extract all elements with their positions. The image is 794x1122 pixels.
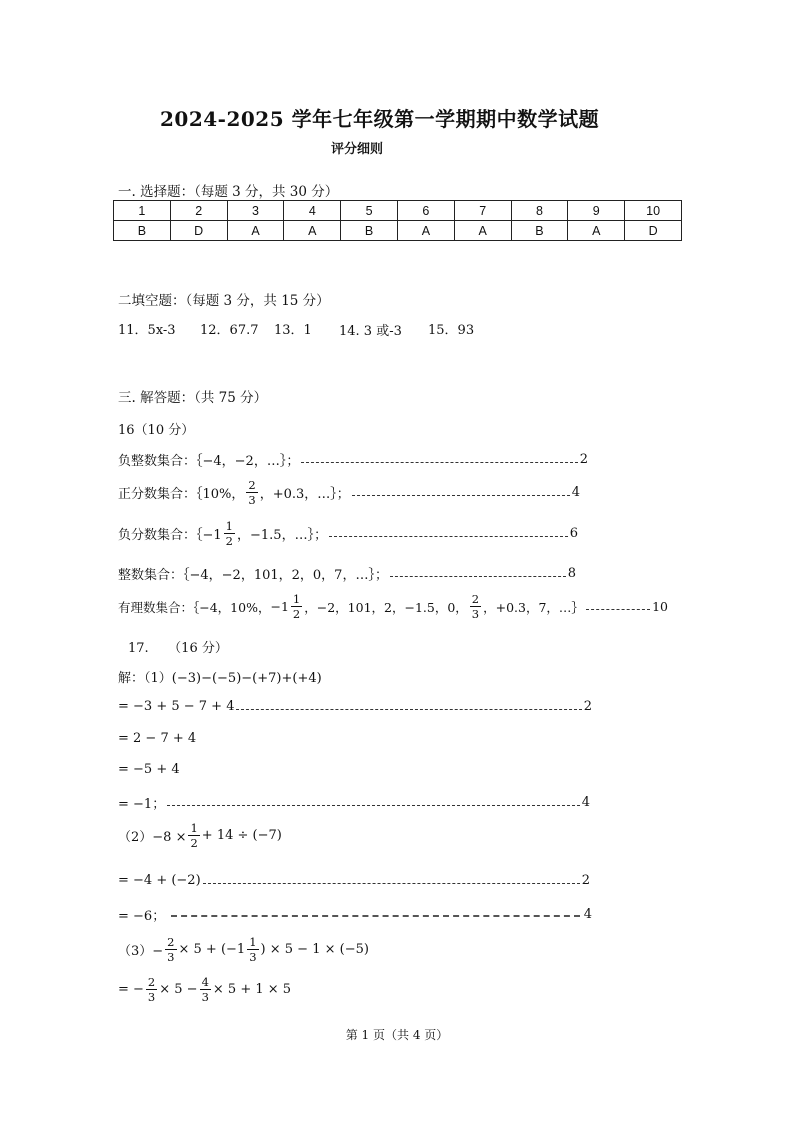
question-number-cell: 1 (114, 201, 171, 221)
q17-part1-step1 (118, 699, 592, 714)
section1-heading: 一. 选择题：（每题 3 分，共 30 分） (118, 184, 339, 200)
fraction-denominator: 3 (147, 990, 156, 1004)
fraction-numerator: 2 (167, 935, 175, 949)
fraction-denominator: 3 (167, 950, 175, 964)
math-text: × 5 + 1 × 5 (212, 982, 292, 997)
math-text: （3）− (118, 944, 164, 959)
q17-part1-intro: 解：（1）(−3)−(−5)−(+7)+(+4) (118, 671, 322, 686)
q17-part3-intro (118, 935, 369, 964)
fill-answer-14: 14. 3 或-3 (339, 324, 402, 339)
fraction (188, 821, 199, 850)
negative-fraction-set (118, 519, 578, 548)
table-row (114, 221, 682, 241)
fraction (291, 592, 302, 621)
score-value: 8 (567, 566, 576, 581)
math-text: = − (118, 982, 144, 997)
answer-cell: B (341, 221, 398, 241)
set-text: 负整数集合：｛−4，−2，…｝； (118, 454, 300, 469)
choice-answer-table (113, 200, 682, 241)
score-value: 2 (581, 873, 590, 888)
score-leader (329, 536, 568, 537)
score-value: 4 (583, 907, 592, 922)
fraction (246, 478, 257, 507)
question-number-cell: 7 (454, 201, 511, 221)
fraction-numerator: 2 (147, 975, 156, 989)
score-leader (167, 805, 580, 806)
fraction (470, 592, 481, 621)
question-number-cell: 8 (511, 201, 568, 221)
score-value: 10 (652, 599, 668, 614)
q17-part1-step4 (118, 793, 590, 812)
math-text: = −4 + (−2) (118, 873, 201, 888)
score-value: 4 (581, 795, 590, 810)
fill-answer-12: 12．67.7 (200, 323, 259, 338)
fill-answer-15: 15．93 (428, 323, 475, 338)
set-text: ，+0.3，7，…｝ (483, 599, 584, 615)
answer-cell: B (511, 221, 568, 241)
math-text: = −3 + 5 − 7 + 4 (118, 699, 235, 714)
score-leader (171, 915, 580, 917)
fraction-numerator: 1 (249, 935, 257, 949)
math-text: ) × 5 − 1 × (−5) (260, 942, 369, 957)
answer-cell: D (625, 221, 682, 241)
set-text: ，+0.3，…｝； (259, 487, 350, 502)
fraction-numerator: 2 (471, 592, 480, 606)
math-text: + 14 ÷ (−7) (201, 828, 282, 843)
fraction-numerator: 1 (292, 592, 301, 606)
fraction-denominator: 2 (292, 607, 301, 621)
question-number-cell: 9 (568, 201, 625, 221)
answer-cell: A (454, 221, 511, 241)
answer-cell: D (170, 221, 227, 241)
answer-cell: A (284, 221, 341, 241)
fraction-denominator: 3 (249, 950, 257, 964)
q17-part2-step1 (118, 873, 590, 888)
section3-heading: 三. 解答题：（共 75 分） (118, 390, 268, 406)
answer-cell: A (568, 221, 625, 241)
fraction-denominator: 2 (190, 836, 198, 850)
fraction (224, 519, 235, 548)
q17-part2-step2 (118, 905, 592, 924)
table-row (114, 201, 682, 221)
page-footer: 第 1 页（共 4 页） (345, 1028, 449, 1042)
fraction (200, 975, 211, 1004)
page-subtitle: 评分细则 (331, 142, 384, 157)
fill-answer-13: 13．1 (274, 323, 312, 338)
score-value: 2 (583, 699, 592, 714)
math-text: = −6； (118, 909, 166, 924)
fraction-numerator: 1 (190, 821, 198, 835)
score-leader (301, 462, 577, 463)
score-leader (390, 576, 566, 577)
set-text: 负分数集合：｛−1 (118, 528, 222, 543)
q17-part3-step1 (118, 975, 291, 1004)
fraction-denominator: 3 (201, 990, 209, 1004)
fraction-numerator: 2 (248, 478, 256, 492)
score-leader (236, 709, 581, 710)
q16-label: 16（10 分） (118, 423, 195, 438)
q17-part1-step2: = 2 − 7 + 4 (118, 731, 197, 746)
negative-integer-set (118, 450, 588, 469)
fraction (146, 975, 157, 1004)
question-number-cell: 3 (227, 201, 284, 221)
positive-fraction-set (118, 478, 580, 507)
fraction-numerator: 4 (201, 975, 209, 989)
q17-label: 17. （16 分） (128, 641, 228, 656)
fill-answer-11: 11．5x-3 (118, 323, 176, 338)
fraction-numerator: 1 (225, 519, 233, 533)
set-text: 有理数集合：｛−4，10%， (118, 599, 271, 615)
set-text: ，−2，101，2，−1.5，0， (304, 599, 468, 615)
rational-set (118, 592, 668, 621)
answer-cell: A (397, 221, 454, 241)
mixed-whole: −1 (270, 599, 289, 614)
fraction-denominator: 3 (471, 607, 480, 621)
fraction (165, 935, 176, 964)
score-leader (352, 495, 570, 496)
question-number-cell: 10 (625, 201, 682, 221)
math-text: × 5 − (159, 982, 198, 997)
set-text: ，−1.5，…｝； (237, 528, 328, 543)
score-value: 4 (571, 485, 580, 500)
score-leader (203, 883, 580, 884)
score-value: 6 (569, 526, 578, 541)
page-title: 2024-2025 学年七年级第一学期期中数学试题 (160, 107, 600, 131)
q17-part1-step3: = −5 + 4 (118, 762, 180, 777)
math-text: = −1； (118, 797, 166, 812)
set-text: 正分数集合：｛10%， (118, 487, 245, 502)
math-text: × 5 + (−1 (178, 942, 246, 957)
question-number-cell: 6 (397, 201, 454, 221)
question-number-cell: 5 (341, 201, 398, 221)
question-number-cell: 4 (284, 201, 341, 221)
fraction-denominator: 2 (225, 534, 233, 548)
question-number-cell: 2 (170, 201, 227, 221)
math-text: （2）−8 × (118, 830, 187, 845)
set-text: 整数集合：｛−4，−2，101，2，0，7，…｝； (118, 568, 388, 583)
answer-cell: A (227, 221, 284, 241)
fraction (247, 935, 258, 964)
fraction-denominator: 3 (248, 493, 256, 507)
q17-part2-intro (118, 821, 282, 850)
score-leader (586, 609, 650, 610)
section2-heading: 二填空题：（每题 3 分，共 15 分） (118, 293, 330, 309)
answer-cell: B (114, 221, 171, 241)
integer-set (118, 564, 576, 583)
score-value: 2 (579, 452, 588, 467)
